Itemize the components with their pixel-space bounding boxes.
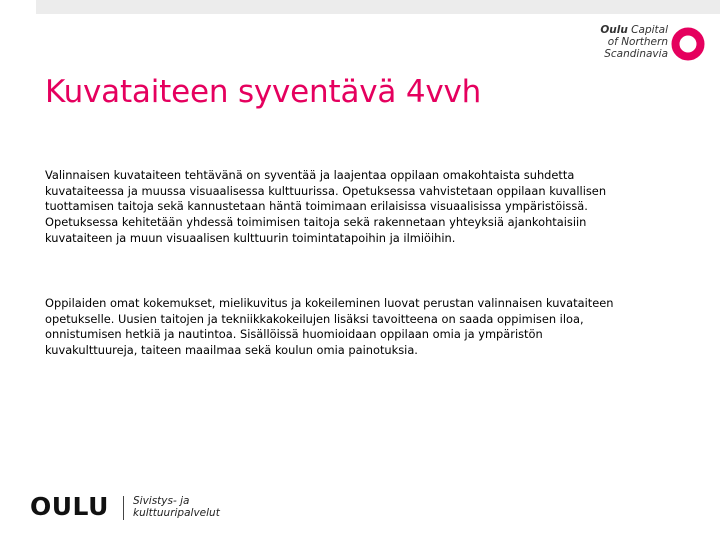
footer-logo-divider [123,496,124,520]
logo-line2: of Northern [607,36,668,48]
footer-unit-line1: Sivistys- ja [133,495,190,507]
paragraph-1 [45,168,675,247]
logo-tagline [598,24,668,60]
top-bar [36,0,720,14]
paragraph-line: kuvataiteessa ja muussa visuaalisessa kulttuurissa. Opetuksessa vahvistetaan oppilaan kuvallisen [45,183,607,198]
oulu-capital-logo [598,24,710,74]
slide-title: Kuvataiteen syventävä 4vvh [45,74,482,110]
paragraph-2 [45,296,675,359]
paragraph-line: kuvataiteen ja muun visuaalisen kulttuurin toimintatapoihin ja ilmiöihin. [45,230,456,245]
paragraph-line: kuvakulttuureja, taiteen maailmaa sekä koulun omia painotuksia. [45,343,418,358]
footer-unit-name [133,495,253,519]
paragraph-line: Valinnaisen kuvataiteen tehtävänä on syventää ja laajentaa oppilaan omakohtaista suhdetta [45,168,575,182]
paragraph-line: opetukselle. Uusien taitojen ja tekniikkakokeilujen lisäksi tavoitteena on saada oppimisen iloa, [45,311,584,326]
paragraph-line: Opetuksessa kehitetään yhdessä toimimisen taitoja sekä rakennetaan yhteyksiä ajankohtaisiin [45,215,587,230]
footer-unit-line2: kulttuuripalvelut [133,507,220,519]
footer-logo-text: OULU [30,492,109,521]
logo-tagline-word: Capital [631,24,668,36]
paragraph-line: onnistumisen hetkiä ja nautintoa. Sisällöissä huomioidaan oppilaan omia ja ympäristön [45,327,543,342]
paragraph-line: Oppilaiden omat kokemukset, mielikuvitus ja kokeileminen luovat perustan valinnaisen kuvataiteen [45,296,614,310]
paragraph-line: tuottamisen taitoja sekä kannustetaan häntä toimimaan erilaisissa visuaalisissa ympäristöissä. [45,199,588,214]
logo-line3: Scandinavia [604,48,668,60]
pink-ring-icon [670,26,706,62]
logo-brand: Oulu [600,24,628,36]
